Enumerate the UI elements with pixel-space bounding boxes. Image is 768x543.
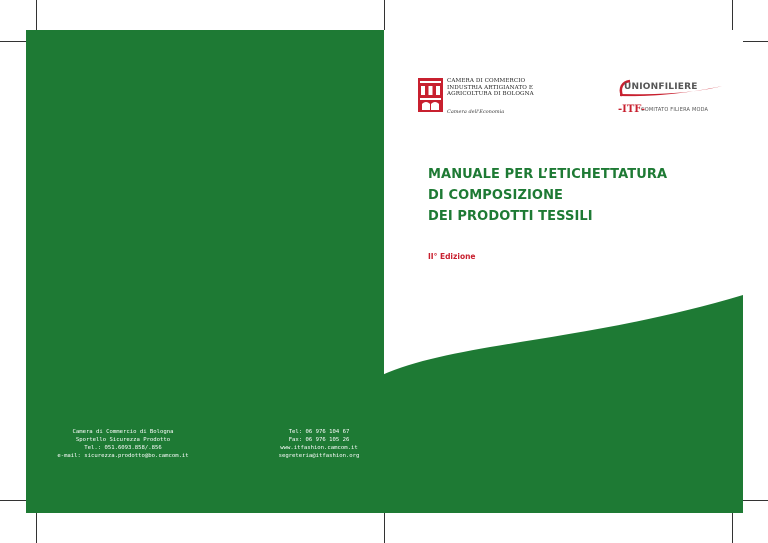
chamber-contact-line-3: Tel.: 051.6093.858/.856: [84, 445, 162, 451]
chamber-name-line-2: INDUSTRIA ARTIGIANATO E: [447, 84, 534, 91]
itf-contact-website: www.itfashion.camcom.it: [280, 445, 358, 451]
crop-mark-top-center: [384, 0, 385, 30]
chamber-name-line-3: AGRICOLTURA DI BOLOGNA: [447, 91, 534, 98]
crop-mark-bottom-right: [732, 513, 733, 543]
manual-title-line-1: MANUALE PER L’ETICHETTATURA: [428, 167, 668, 182]
chamber-name-line-1: CAMERA DI COMMERCIO: [447, 78, 526, 84]
itf-mark: -ITF-: [618, 104, 646, 115]
manual-title: [428, 164, 728, 227]
itf-contact-block: [259, 428, 379, 460]
chamber-of-commerce-logo: [418, 78, 558, 138]
chamber-contact-block: [48, 428, 198, 460]
chamber-tagline: Camera dell'Economia: [447, 109, 505, 115]
crop-mark-bottom-left: [36, 513, 37, 543]
itf-label: COMITATO FILIERA MODA: [641, 107, 709, 113]
chamber-contact-line-1: Camera di Commercio di Bologna: [72, 429, 174, 435]
manual-title-line-3: DEI PRODOTTI TESSILI: [428, 209, 593, 224]
itf-row: [614, 104, 724, 118]
unionfiliere-name: UNIONFILIERE: [624, 82, 698, 92]
unionfiliere-logo: [614, 78, 724, 128]
crop-mark-top-left: [36, 0, 37, 30]
crop-mark-top-right: [732, 0, 733, 30]
itf-contact-fax: Fax: 06 976 105 26: [288, 437, 350, 443]
bologna-chamber-emblem-icon: [418, 78, 443, 112]
cover-sheet: [26, 30, 743, 513]
chamber-name: [447, 78, 534, 98]
chamber-contact-line-2: Sportello Sicurezza Prodotto: [75, 437, 171, 443]
itf-contact-phone: Tel: 06 976 104 67: [288, 429, 350, 435]
edition-label: II° Edizione: [428, 252, 476, 261]
manual-title-line-2: DI COMPOSIZIONE: [428, 188, 564, 203]
itf-contact-email: segreteria@itfashion.org: [278, 453, 360, 459]
crop-mark-bottom-center: [384, 513, 385, 543]
chamber-contact-email: e-mail: sicurezza.prodotto@bo.camcom.it: [57, 453, 189, 459]
